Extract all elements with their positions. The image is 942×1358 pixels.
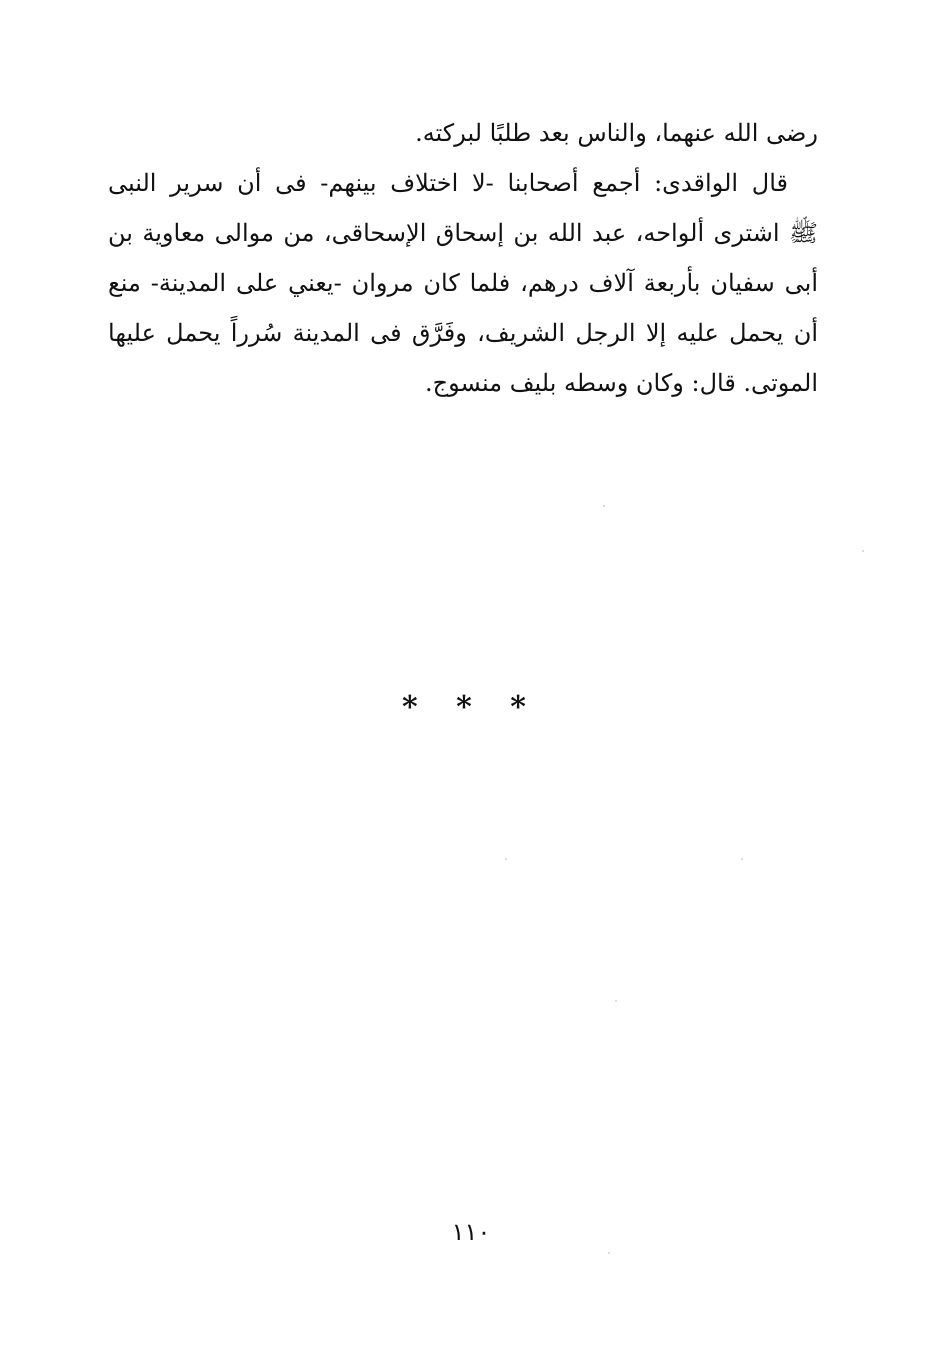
scan-speck bbox=[603, 505, 605, 507]
section-separator: * * * bbox=[402, 690, 540, 725]
paragraph-2-line-2: ﷺ اشترى ألواحه، عبد الله بن إسحاق الإسحاقى، من موالى معاوية بن bbox=[108, 219, 818, 247]
paragraph-2-line-4: أن يحمل عليه إلا الرجل الشريف، وفَرَّق فى المدينة سُرراً يحمل عليها bbox=[108, 319, 818, 347]
scan-speck bbox=[608, 1252, 610, 1254]
paragraph-2-line-1: قال الواقدى: أجمع أصحابنا -لا اختلاف بينهم- فى أن سرير النبى bbox=[108, 169, 788, 197]
scan-speck bbox=[862, 550, 864, 552]
paragraph-1-line-1: رضى الله عنهما، والناس بعد طلبًا لبركته. bbox=[415, 119, 818, 147]
scan-speck bbox=[741, 858, 743, 860]
scan-speck bbox=[615, 1000, 617, 1002]
page-number: ١١٠ bbox=[451, 1218, 491, 1246]
body-text bbox=[108, 108, 818, 408]
paragraph-2-line-5: الموتى. قال: وكان وسطه بليف منسوج. bbox=[425, 369, 818, 397]
paragraph-2-line-3: أبى سفيان بأربعة آلاف درهم، فلما كان مروان -يعني على المدينة- منع bbox=[108, 269, 818, 297]
scan-speck bbox=[505, 858, 507, 860]
